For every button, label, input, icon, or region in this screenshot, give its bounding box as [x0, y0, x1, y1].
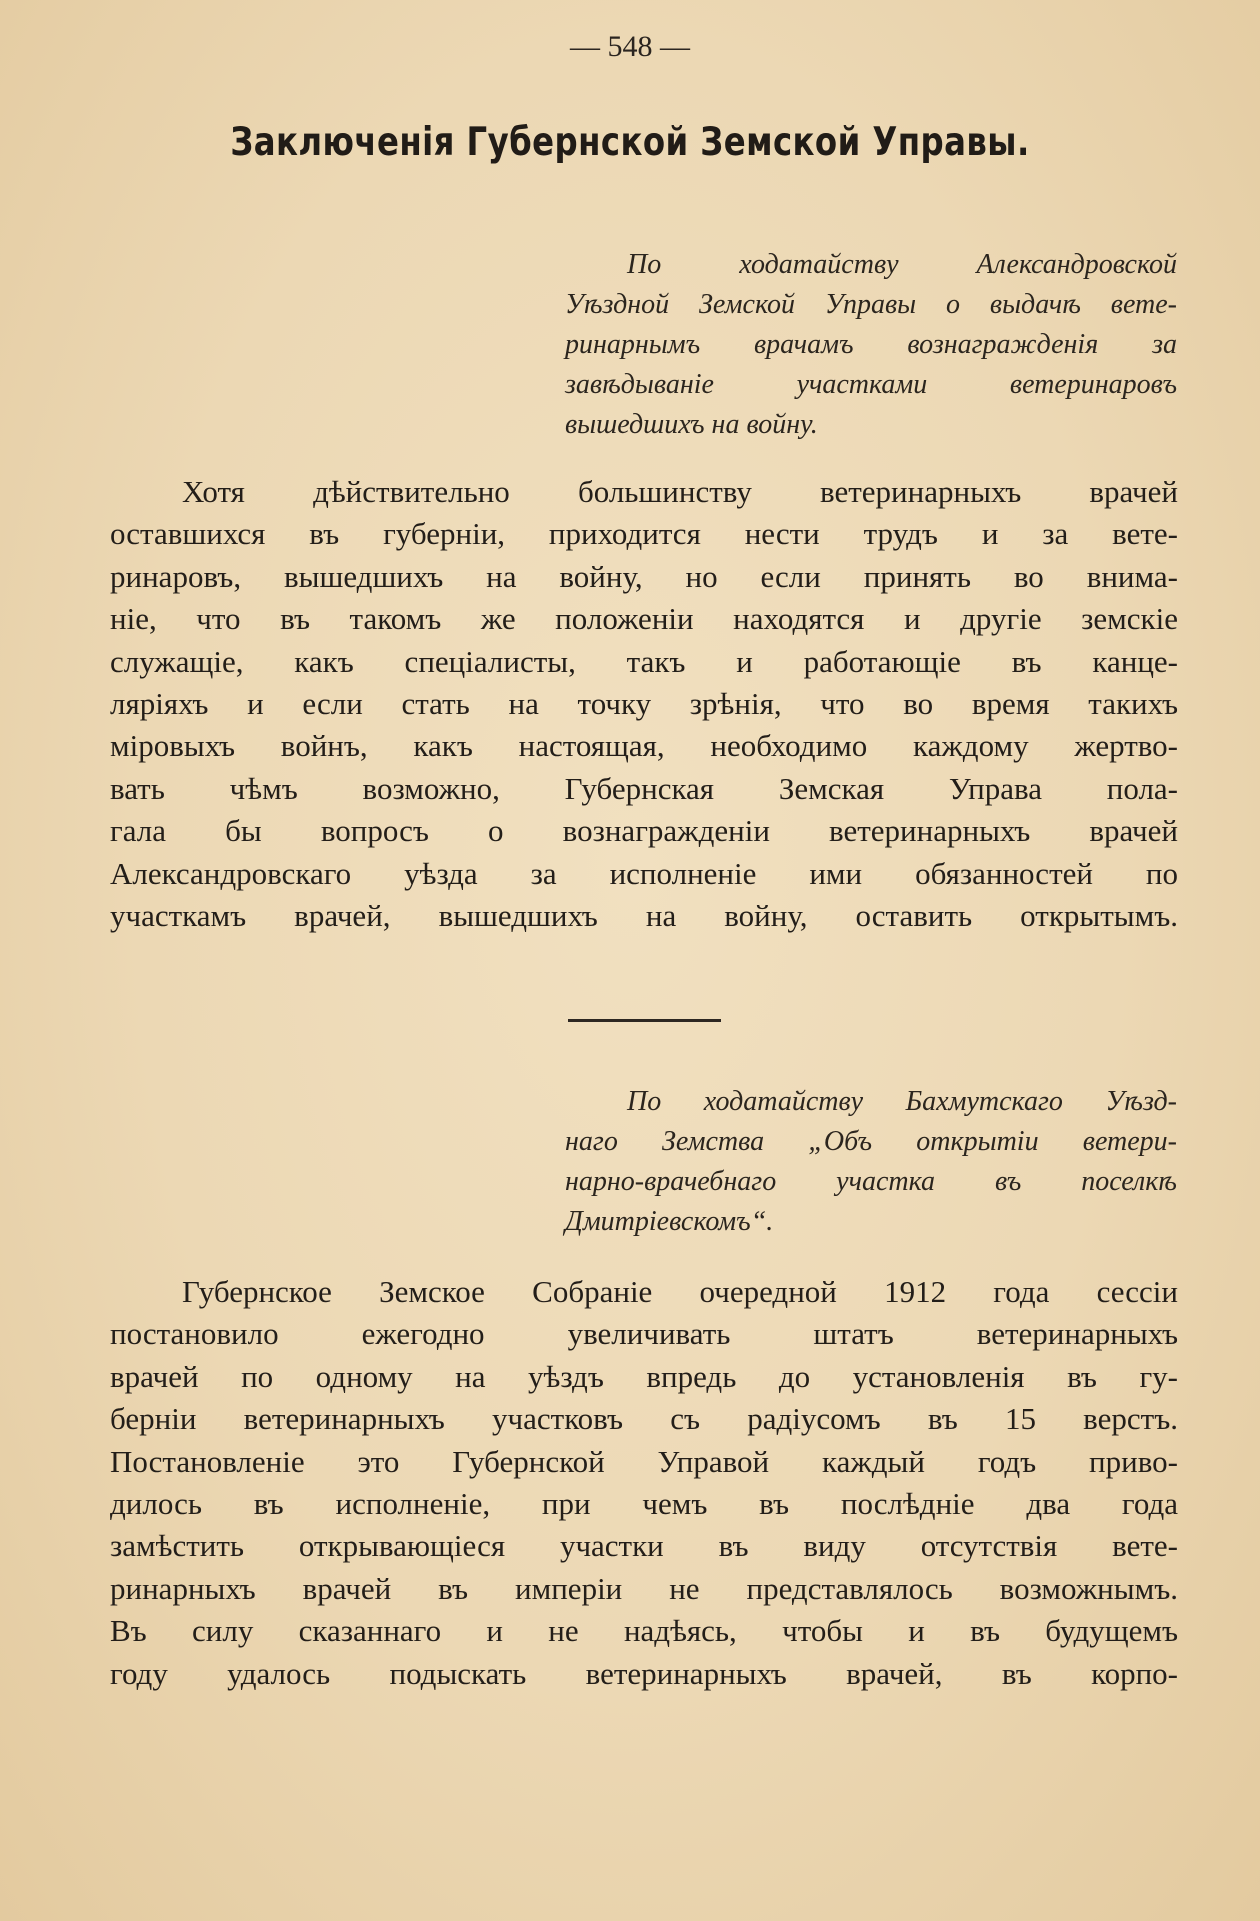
section-2-body-line: берніи ветеринарныхъ участковъ съ радіусомъ въ 15 верстъ. [110, 1401, 1178, 1437]
section-2-heading-line: наго Земства „Объ открытіи ветери- [565, 1126, 1177, 1157]
section-1-body-line: гала бы вопросъ о вознагражденіи ветеринарныхъ врачей [110, 813, 1178, 849]
section-1-body-line: міровыхъ войнъ, какъ настоящая, необходимо каждому жертво- [110, 728, 1178, 764]
section-2-body-line: Въ силу сказаннаго и не надѣясь, чтобы и въ будущемъ [110, 1613, 1178, 1649]
section-1-heading-line: завѣдываніе участками ветеринаровъ [565, 369, 1177, 400]
section-1-body-line: ляріяхъ и если стать на точку зрѣнія, что во время такихъ [110, 686, 1178, 722]
section-2-body-line: ринарныхъ врачей въ имперіи не представлялось возможнымъ. [110, 1570, 1178, 1606]
page-number: — 548 — [570, 30, 690, 63]
section-1-body-line: Александровскаго уѣзда за исполненіе ими обязанностей по [110, 855, 1178, 891]
section-1-heading-line: По ходатайству Александровской [627, 249, 1177, 280]
section-1-heading-line: Уѣздной Земской Управы о выдачѣ вете- [565, 289, 1177, 320]
section-1-body-line: ніе, что въ такомъ же положеніи находятся и другіе земскіе [110, 601, 1178, 637]
section-2-body-line: году удалось подыскать ветеринарныхъ врачей, въ корпо- [110, 1655, 1178, 1691]
section-1-heading-line: ринарнымъ врачамъ вознагражденія за [565, 329, 1177, 360]
section-2-heading-line: По ходатайству Бахмутскаго Уѣзд- [627, 1086, 1177, 1117]
section-1-body-line: оставшихся въ губерніи, приходится нести трудъ и за вете- [110, 516, 1178, 552]
section-1-body-line: ринаровъ, вышедшихъ на войну, но если принять во внима- [110, 558, 1178, 594]
section-1-body-line: вать чѣмъ возможно, Губернская Земская Управа пола- [110, 770, 1178, 806]
section-1-body-line: Хотя дѣйствительно большинству ветеринарныхъ врачей [182, 474, 1178, 509]
section-divider [568, 1019, 721, 1022]
section-1-body-line: участкамъ врачей, вышедшихъ на войну, оставить открытымъ. [110, 898, 1178, 934]
section-2-body-line: врачей по одному на уѣздъ впредь до установленія въ гу- [110, 1358, 1178, 1394]
section-2-body-line: замѣстить открывающіеся участки въ виду отсутствія вете- [110, 1528, 1178, 1564]
section-2-body-line: Постановленіе это Губернской Управой каждый годъ приво- [110, 1443, 1178, 1479]
section-1-heading-line: вышедшихъ на войну. [565, 409, 818, 440]
section-2-body-line: постановило ежегодно увеличивать штатъ ветеринарныхъ [110, 1316, 1178, 1352]
section-1-body-line: служащіе, какъ спеціалисты, такъ и работающіе въ канце- [110, 643, 1178, 679]
section-2-heading-line: Дмитріевскомъ“. [565, 1206, 774, 1237]
section-1-paragraph [110, 471, 1178, 937]
page-title: Заключенія Губернской Земской Управы. [230, 120, 1030, 165]
section-2-paragraph [110, 1271, 1178, 1695]
section-2-body-line: Губернское Земское Собраніе очередной 1912 года сессіи [182, 1274, 1178, 1309]
section-2-heading [565, 1082, 1177, 1242]
section-2-heading-line: нарно-врачебнаго участка въ поселкѣ [565, 1166, 1177, 1197]
section-2-body-line: дилось въ исполненіе, при чемъ въ послѣдніе два года [110, 1486, 1178, 1522]
section-1-heading [565, 245, 1177, 445]
